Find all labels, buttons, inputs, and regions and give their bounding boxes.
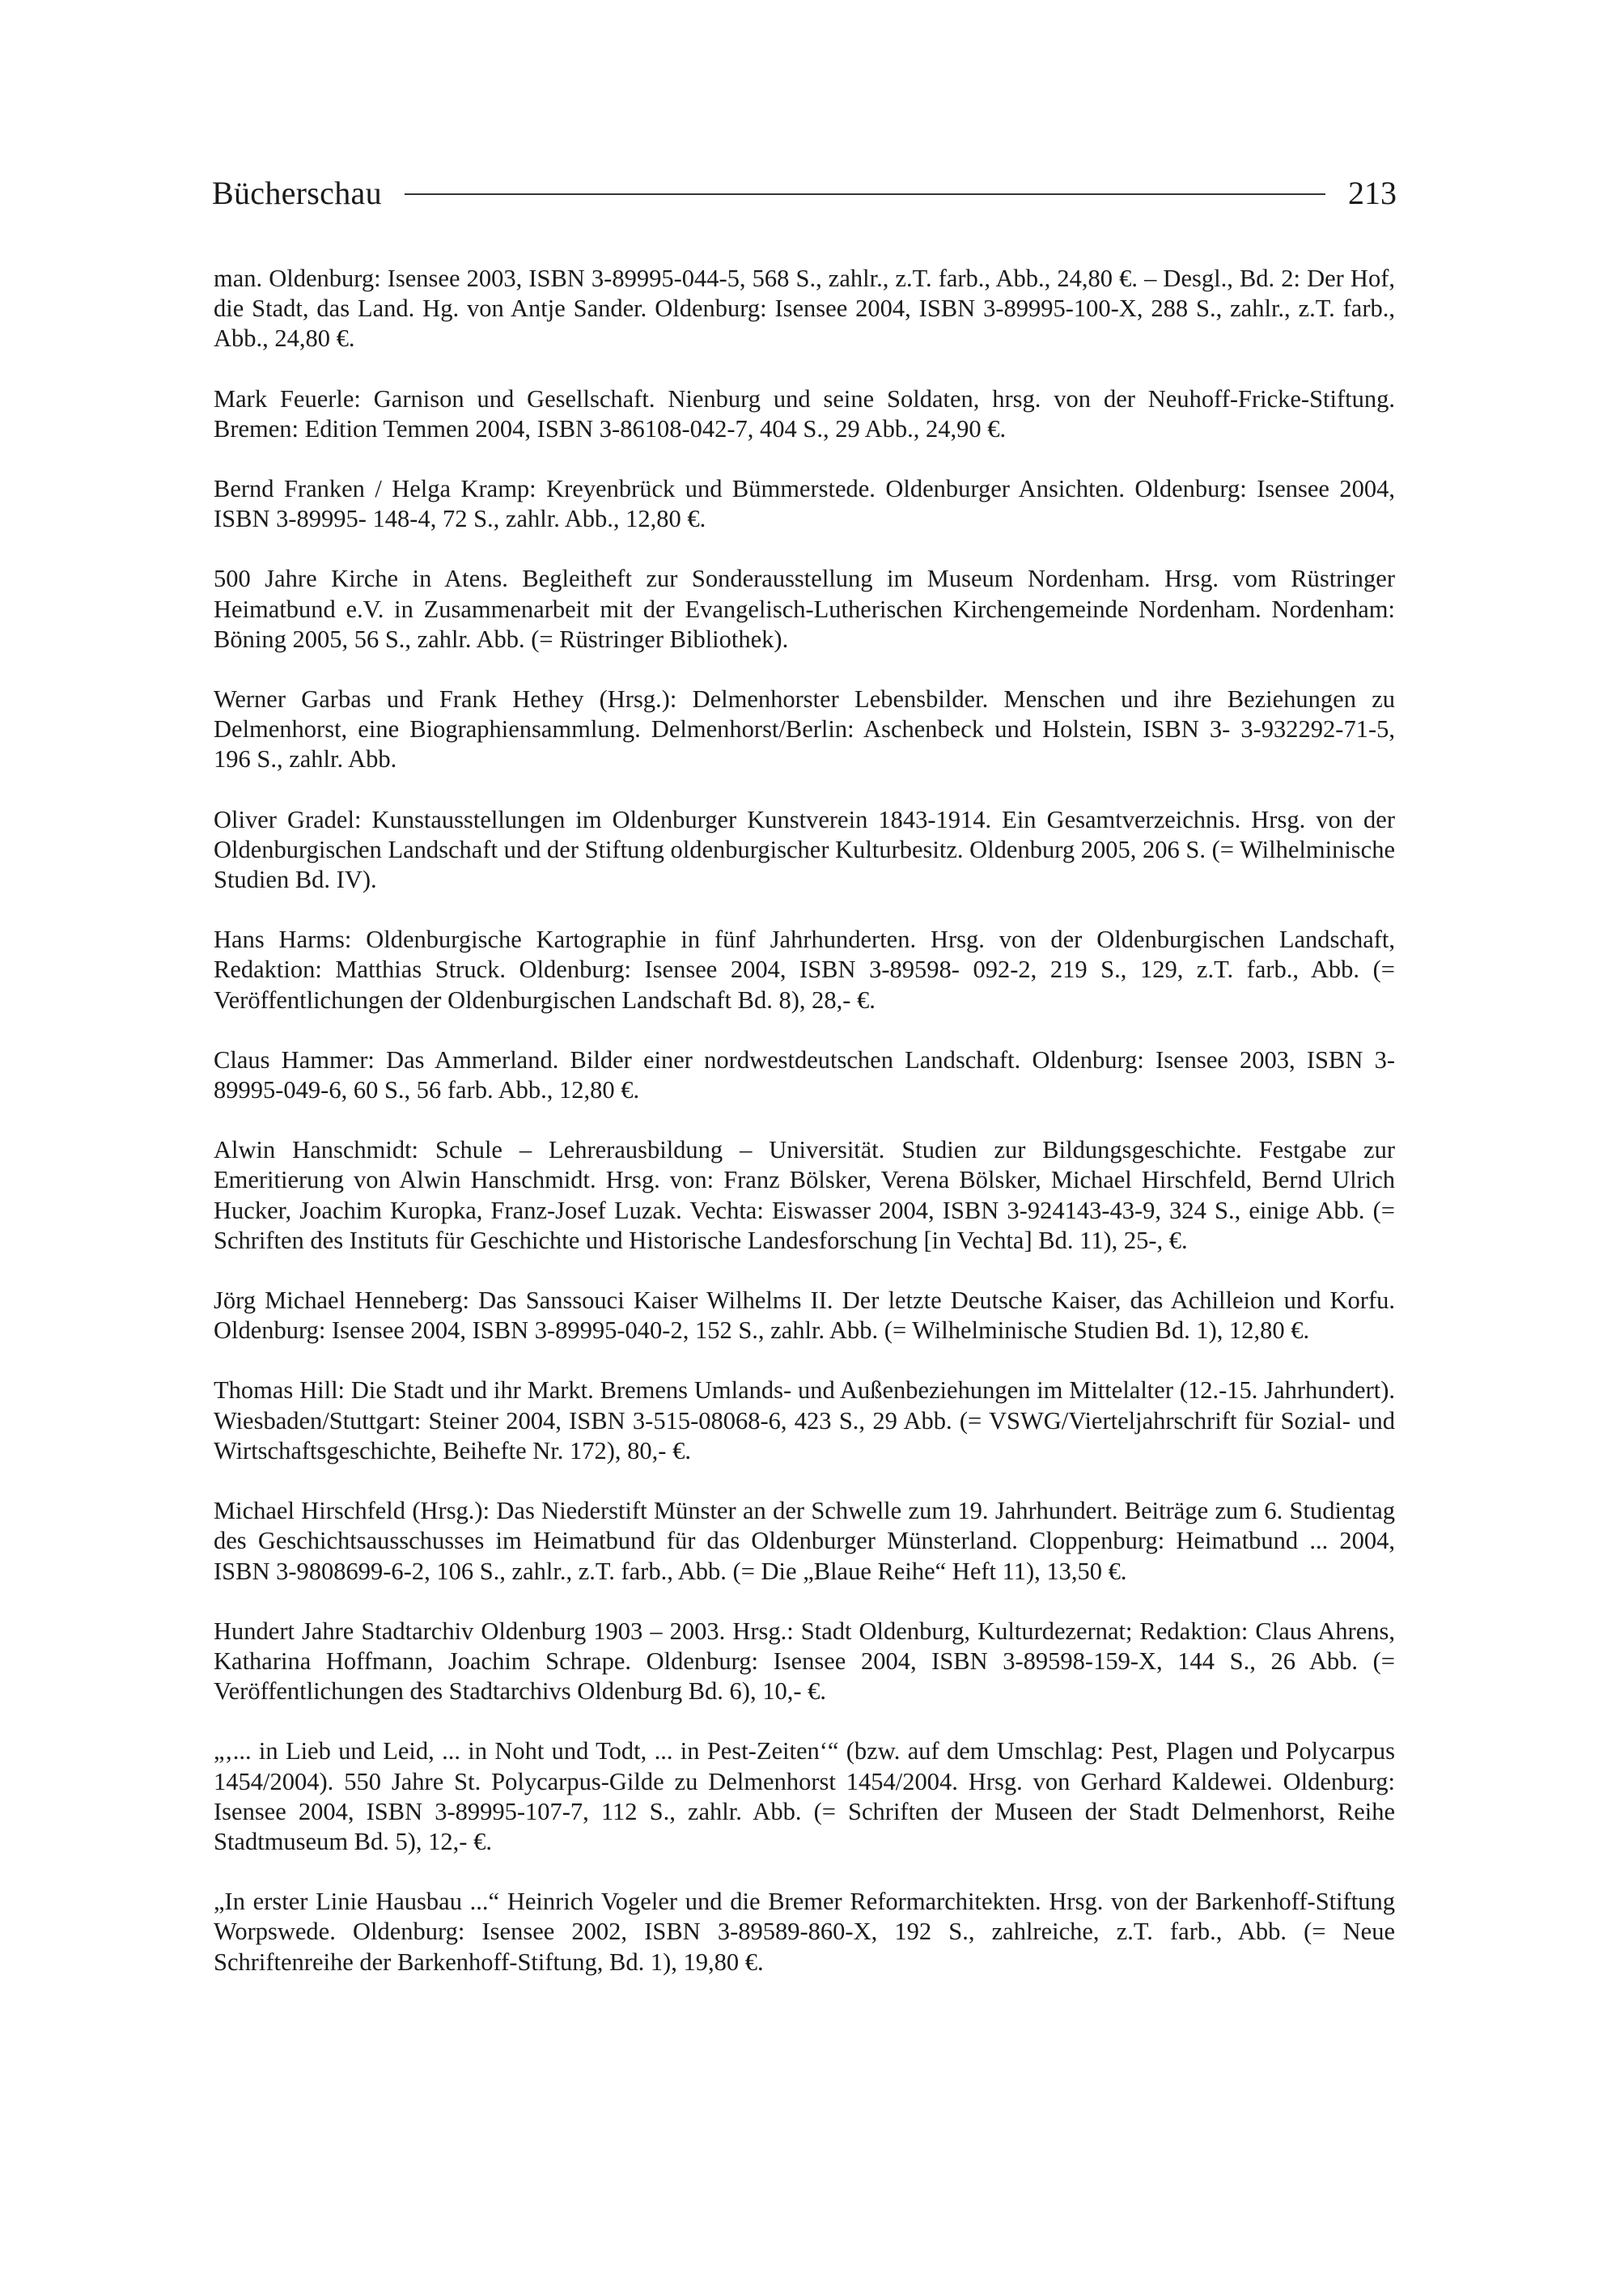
bibliography-entry: „‚... in Lieb und Leid, ... in Noht und Todt, ... in Pest-Zeiten‘“ (bzw. auf dem Umschlag: Pest, Plagen und Polycarpus 1454/2004). 550 Jahre St. Polycarpus-Gilde zu Delmenhorst 1454/2004. Hrsg. von Gerhard Kaldewei. Oldenburg: Isensee 2004, ISBN 3-89995-107-7, 112 S., zahlr. Abb. (= Schriften der Museen der Stadt Delmenhorst, Reihe Stadtmuseum Bd. 5), 12,- €. (214, 1737, 1395, 1855)
bibliography-entry: Alwin Hanschmidt: Schule – Lehrerausbildung – Universität. Studien zur Bildungsgeschichte. Festgabe zur Emeritierung von Alwin Hanschmidt. Hrsg. von: Franz Bölsker, Verena Bölsker, Michael Hirschfeld, Bernd Ulrich Hucker, Joachim Kuropka, Franz-Josef Luzak. Vechta: Eiswasser 2004, ISBN 3-924143-43-9, 324 S., einige Abb. (= Schriften des Instituts für Geschichte und Historische Landesforschung [in Vechta] Bd. 11), 25-, €. (214, 1136, 1395, 1254)
bibliography-entry: Michael Hirschfeld (Hrsg.): Das Niederstift Münster an der Schwelle zum 19. Jahrhundert. Beiträge zum 6. Studientag des Geschichtsausschusses im Heimatbund für das Oldenburger Münsterland. Cloppenburg: Heimatbund ... 2004, ISBN 3-9808699-6-2, 106 S., zahlr., z.T. farb., Abb. (= Die „Blaue Reihe“ Heft 11), 13,50 €. (214, 1497, 1395, 1585)
page-number: 213 (1348, 174, 1397, 211)
bibliography-list (214, 264, 1395, 2007)
running-title: Bücherschau (212, 174, 382, 211)
bibliography-entry: Thomas Hill: Die Stadt und ihr Markt. Bremens Umlands- und Außenbeziehungen im Mittelalter (12.-15. Jahrhundert). Wiesbaden/Stuttgart: Steiner 2004, ISBN 3-515-08068-6, 423 S., 29 Abb. (= VSWG/Vierteljahrschrift für Sozial- und Wirtschaftsgeschichte, Beihefte Nr. 172), 80,- €. (214, 1376, 1395, 1464)
bibliography-entry: „In erster Linie Hausbau ...“ Heinrich Vogeler und die Bremer Reformarchitekten. Hrsg. von der Barkenhoff-Stiftung Worpswede. Oldenburg: Isensee 2002, ISBN 3-89589-860-X, 192 S., zahlreiche, z.T. farb., Abb. (= Neue Schriftenreihe der Barkenhoff-Stiftung, Bd. 1), 19,80 €. (214, 1888, 1395, 1976)
bibliography-entry: man. Oldenburg: Isensee 2003, ISBN 3-89995-044-5, 568 S., zahlr., z.T. farb., Abb., 24,80 €. – Desgl., Bd. 2: Der Hof, die Stadt, das Land. Hg. von Antje Sander. Oldenburg: Isensee 2004, ISBN 3-89995-100-X, 288 S., zahlr., z.T. farb., Abb., 24,80 €. (214, 265, 1395, 353)
bibliography-entry: Hans Harms: Oldenburgische Kartographie in fünf Jahrhunderten. Hrsg. von der Oldenburgischen Landschaft, Redaktion: Matthias Struck. Oldenburg: Isensee 2004, ISBN 3-89598- 092-2, 219 S., 129, z.T. farb., Abb. (= Veröffentlichungen der Oldenburgischen Landschaft Bd. 8), 28,- €. (214, 926, 1395, 1014)
bibliography-entry: Bernd Franken / Helga Kramp: Kreyenbrück und Bümmerstede. Oldenburger Ansichten. Oldenburg: Isensee 2004, ISBN 3-89995- 148-4, 72 S., zahlr. Abb., 12,80 €. (214, 475, 1395, 533)
bibliography-entry: Claus Hammer: Das Ammerland. Bilder einer nordwestdeutschen Landschaft. Oldenburg: Isensee 2003, ISBN 3-89995-049-6, 60 S., 56 farb. Abb., 12,80 €. (214, 1045, 1395, 1104)
running-head (212, 168, 1397, 217)
bibliography-entry: Mark Feuerle: Garnison und Gesellschaft. Nienburg und seine Soldaten, hrsg. von der Neuhoff-Fricke-Stiftung. Bremen: Edition Temmen 2004, ISBN 3-86108-042-7, 404 S., 29 Abb., 24,90 €. (214, 384, 1395, 443)
bibliography-entry: Oliver Gradel: Kunstausstellungen im Oldenburger Kunstverein 1843-1914. Ein Gesamtverzeichnis. Hrsg. von der Oldenburgischen Landschaft und der Stiftung oldenburgischer Kulturbesitz. Oldenburg 2005, 206 S. (= Wilhelminische Studien Bd. IV). (214, 805, 1395, 894)
bibliography-entry: Jörg Michael Henneberg: Das Sanssouci Kaiser Wilhelms II. Der letzte Deutsche Kaiser, das Achilleion und Korfu. Oldenburg: Isensee 2004, ISBN 3-89995-040-2, 152 S., zahlr. Abb. (= Wilhelminische Studien Bd. 1), 12,80 €. (214, 1286, 1395, 1345)
bibliography-entry: Werner Garbas und Frank Hethey (Hrsg.): Delmenhorster Lebensbilder. Menschen und ihre Beziehungen zu Delmenhorst, eine Biographiensammlung. Delmenhorst/Berlin: Aschenbeck und Holstein, ISBN 3- 3-932292-71-5, 196 S., zahlr. Abb. (214, 685, 1395, 774)
bibliography-entry: Hundert Jahre Stadtarchiv Oldenburg 1903 – 2003. Hrsg.: Stadt Oldenburg, Kulturdezernat; Redaktion: Claus Ahrens, Katharina Hoffmann, Joachim Schrape. Oldenburg: Isensee 2004, ISBN 3-89598-159-X, 144 S., 26 Abb. (= Veröffentlichungen des Stadtarchivs Oldenburg Bd. 6), 10,- €. (214, 1617, 1395, 1706)
bibliography-entry: 500 Jahre Kirche in Atens. Begleitheft zur Sonderausstellung im Museum Nordenham. Hrsg. vom Rüstringer Heimatbund e.V. in Zusammenarbeit mit der Evangelisch-Lutherischen Kirchengemeinde Nordenham. Nordenham: Böning 2005, 56 S., zahlr. Abb. (= Rüstringer Bibliothek). (214, 565, 1395, 653)
header-rule (405, 193, 1325, 195)
